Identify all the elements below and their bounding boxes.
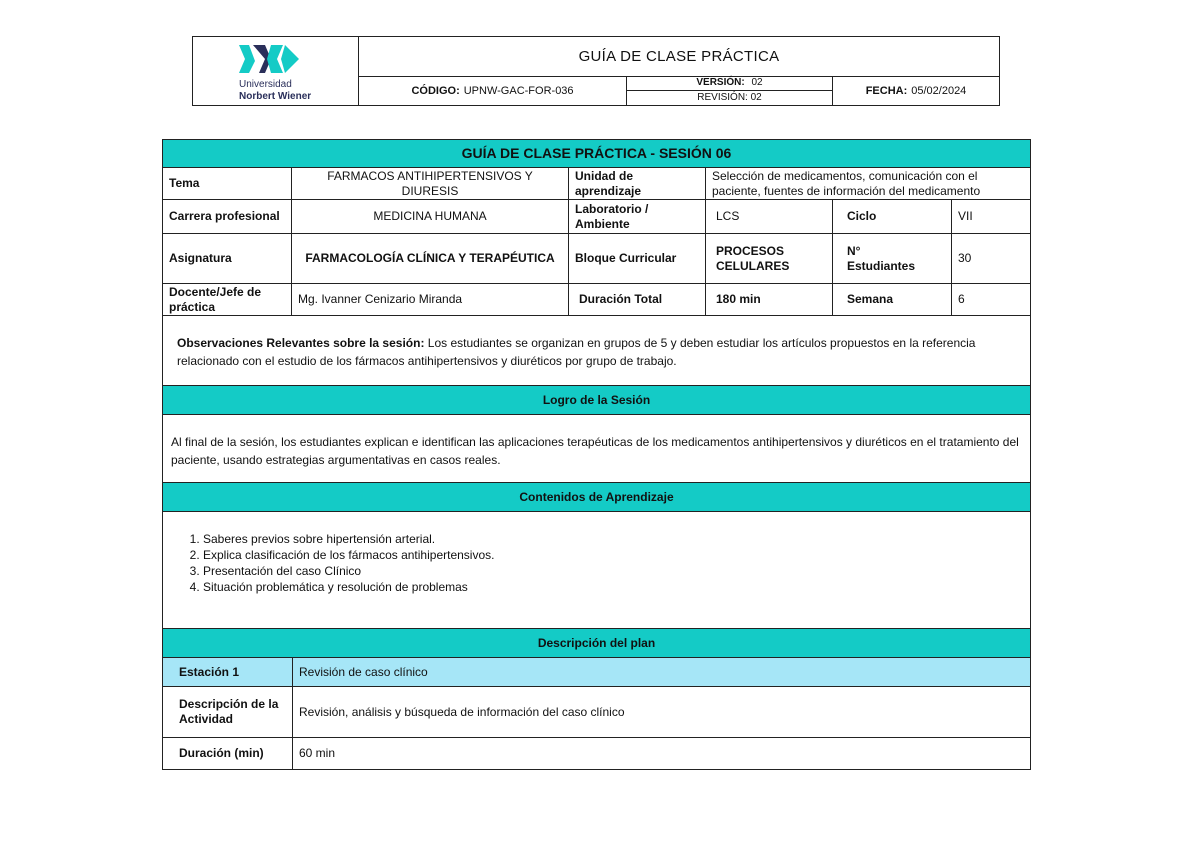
asignatura-row xyxy=(163,234,1030,284)
unidad-value: Selección de medicamentos, comunicación con el paciente, fuentes de información del medicamento xyxy=(705,168,1030,199)
list-item: 3. Presentación del caso Clínico xyxy=(203,563,494,579)
observaciones-label: Observaciones Relevantes sobre la sesión: xyxy=(177,336,425,350)
session-title: GUÍA DE CLASE PRÁCTICA - SESIÓN 06 xyxy=(461,145,732,161)
duracion-row xyxy=(163,738,1030,769)
list-item: 1. Saberes previos sobre hipertensión arterial. xyxy=(203,531,494,547)
estudiantes-value: 30 xyxy=(951,234,1030,283)
contenidos-list xyxy=(163,531,494,595)
carrera-row xyxy=(163,200,1030,234)
descripcion-value: Revisión, análisis y búsqueda de información del caso clínico xyxy=(292,687,1030,737)
logro-heading-row xyxy=(163,386,1030,415)
carrera-label: Carrera profesional xyxy=(169,209,280,223)
contenidos-row xyxy=(163,512,1030,629)
version-value: 02 xyxy=(751,77,763,88)
logo-cell xyxy=(193,37,359,105)
document-title: GUÍA DE CLASE PRÁCTICA xyxy=(359,37,999,77)
codigo-value: UPNW-GAC-FOR-036 xyxy=(463,85,574,97)
tema-label: Tema xyxy=(169,176,200,190)
estacion-label: Estación 1 xyxy=(179,664,240,679)
semana-label: Semana xyxy=(832,284,951,315)
plan-heading: Descripción del plan xyxy=(537,635,656,650)
unidad-label: Unidad de aprendizaje xyxy=(568,168,705,199)
descripcion-label: Descripción de la Actividad xyxy=(179,697,279,726)
docente-value: Mg. Ivanner Cenizario Miranda xyxy=(291,284,568,315)
fecha-value: 05/02/2024 xyxy=(911,85,967,97)
logro-heading: Logro de la Sesión xyxy=(542,392,651,407)
contenidos-heading: Contenidos de Aprendizaje xyxy=(519,489,674,504)
version-label: VERSIÓN: xyxy=(696,77,745,88)
bloque-label: Bloque Curricular xyxy=(568,234,705,283)
duracion-total-label: Duración Total xyxy=(568,284,705,315)
duracion-label: Duración (min) xyxy=(179,746,264,760)
ciclo-value: VII xyxy=(951,200,1030,233)
duracion-value: 60 min xyxy=(292,738,1030,769)
bloque-value: PROCESOS CELULARES xyxy=(705,234,832,283)
version-cell xyxy=(627,77,833,105)
observaciones-text xyxy=(177,334,1027,370)
university-logo-icon xyxy=(237,43,301,75)
observaciones-row xyxy=(163,316,1030,386)
logo-text-universidad: Universidad xyxy=(239,79,292,90)
session-title-row xyxy=(163,140,1030,168)
duracion-total-value: 180 min xyxy=(705,284,832,315)
logro-row xyxy=(163,415,1030,483)
document-header xyxy=(192,36,1000,106)
logo-text-name: Norbert Wiener xyxy=(239,91,312,102)
revision-line: REVISIÓN: 02 xyxy=(697,92,762,103)
list-item: 4. Situación problemática y resolución de problemas xyxy=(203,579,494,595)
estacion-row xyxy=(163,658,1030,687)
tema-value: FARMACOS ANTIHIPERTENSIVOS Y DIURESIS xyxy=(291,168,568,199)
estudiantes-label: N° Estudiantes xyxy=(832,234,951,283)
version-line xyxy=(627,77,832,91)
logro-text: Al final de la sesión, los estudiantes explican e identifican las aplicaciones terapéuticas de los medicamentos antihipertensivos y diuréticos en el tratamiento del paciente, usando estrategias argumentativas en casos reales. xyxy=(171,435,1019,467)
laboratorio-value: LCS xyxy=(705,200,832,233)
observaciones-body: Los estudiantes se organizan en grupos de 5 y deben estudiar los artículos propuestos en la referencia relacionado con el estudio de los fármacos antihipertensivos y diuréticos por grupo de trabajo. xyxy=(177,336,976,368)
docente-label: Docente/Jefe de práctica xyxy=(169,284,262,314)
codigo-cell xyxy=(359,77,627,105)
carrera-value: MEDICINA HUMANA xyxy=(291,200,568,233)
tema-row xyxy=(163,168,1030,200)
descripcion-row xyxy=(163,687,1030,738)
asignatura-label: Asignatura xyxy=(169,251,232,265)
contenidos-heading-row xyxy=(163,483,1030,512)
plan-heading-row xyxy=(163,629,1030,658)
codigo-label: CÓDIGO: xyxy=(411,85,460,97)
docente-row xyxy=(163,284,1030,316)
laboratorio-label: Laboratorio / Ambiente xyxy=(568,200,705,233)
fecha-cell xyxy=(833,77,999,105)
list-item: 2. Explica clasificación de los fármacos antihipertensivos. xyxy=(203,547,494,563)
session-table xyxy=(162,139,1031,770)
estacion-value: Revisión de caso clínico xyxy=(292,658,1030,686)
semana-value: 6 xyxy=(951,284,1030,315)
fecha-label: FECHA: xyxy=(865,85,908,97)
ciclo-label: Ciclo xyxy=(832,200,951,233)
asignatura-value: FARMACOLOGÍA CLÍNICA Y TERAPÉUTICA xyxy=(291,234,568,283)
